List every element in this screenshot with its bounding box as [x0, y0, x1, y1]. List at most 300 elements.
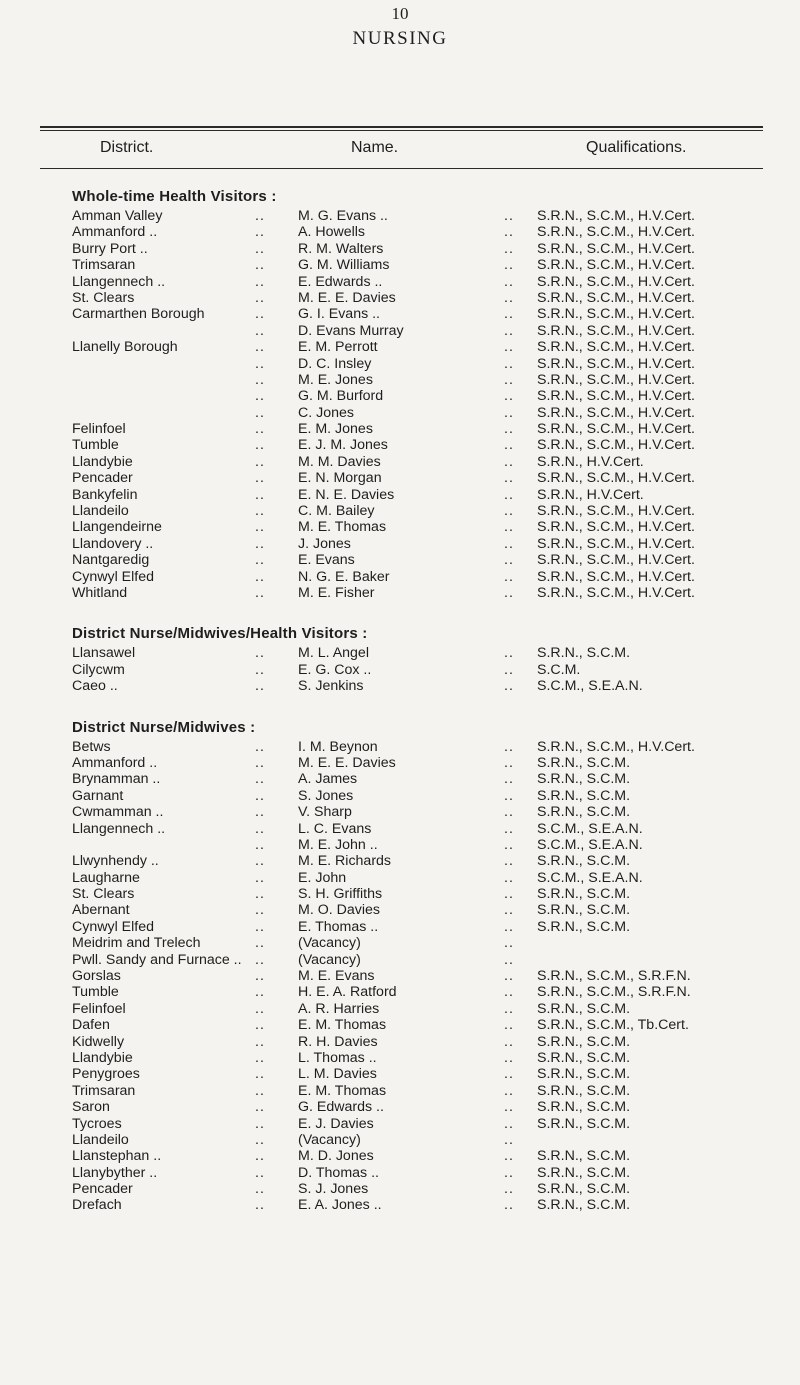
- dot-leader: ..: [255, 240, 265, 257]
- dot-leader: ..: [255, 853, 265, 870]
- table-row: [0, 569, 800, 585]
- qualifications-cell: S.R.N., S.C.M.: [537, 804, 631, 821]
- qualifications-cell: S.R.N., S.C.M., H.V.Cert.: [537, 240, 695, 257]
- qualifications-cell: S.R.N., S.C.M.: [537, 853, 631, 870]
- dot-leader: ..: [504, 519, 514, 536]
- qualifications-cell: S.R.N., S.C.M., H.V.Cert.: [537, 568, 695, 585]
- dot-leader: ..: [255, 339, 265, 356]
- district-cell: Tumble: [72, 437, 119, 454]
- qualifications-cell: S.R.N., S.C.M., H.V.Cert.: [537, 535, 695, 552]
- table-row: [0, 804, 800, 820]
- dot-leader: ..: [504, 257, 514, 274]
- column-header-district: District.: [100, 139, 154, 156]
- dot-leader: ..: [504, 1017, 514, 1034]
- name-cell: E. M. Thomas: [298, 1017, 387, 1034]
- table-row: [0, 405, 800, 421]
- table-row: [0, 662, 800, 678]
- table-row: [0, 224, 800, 240]
- table-row: [0, 755, 800, 771]
- name-cell: V. Sharp: [298, 804, 352, 821]
- dot-leader: ..: [255, 804, 265, 821]
- name-cell: A. R. Harries: [298, 1000, 380, 1017]
- table-row: [0, 886, 800, 902]
- district-cell: Llanybyther ..: [72, 1164, 158, 1181]
- name-cell: C. Jones: [298, 404, 354, 421]
- district-cell: Tumble: [72, 984, 119, 1001]
- district-cell: Llanstephan ..: [72, 1148, 162, 1165]
- table-row: [0, 821, 800, 837]
- district-cell: Pencader: [72, 470, 133, 487]
- name-cell: M. G. Evans ..: [298, 208, 388, 224]
- dot-leader: ..: [504, 503, 514, 520]
- dot-leader: ..: [255, 453, 265, 470]
- table-row: [0, 503, 800, 519]
- dot-leader: ..: [255, 1017, 265, 1034]
- page-number: 10: [391, 4, 409, 23]
- dot-leader: ..: [255, 289, 265, 306]
- table-row: [0, 1181, 800, 1197]
- qualifications-cell: S.R.N., S.C.M., H.V.Cert.: [537, 552, 695, 569]
- district-cell: Llangennech ..: [72, 273, 166, 290]
- dot-leader: ..: [504, 771, 514, 788]
- dot-leader: ..: [255, 1082, 265, 1099]
- name-cell: E. M. Thomas: [298, 1082, 387, 1099]
- qualifications-cell: S.C.M., S.E.A.N.: [537, 820, 643, 837]
- dot-leader: ..: [504, 820, 514, 837]
- dot-leader: ..: [255, 1115, 265, 1132]
- name-cell: E. G. Cox ..: [298, 661, 372, 678]
- table-row: [0, 1165, 800, 1181]
- table-row: [0, 1083, 800, 1099]
- qualifications-cell: S.R.N., S.C.M.: [537, 902, 631, 919]
- dot-leader: ..: [504, 836, 514, 853]
- name-cell: A. James: [298, 771, 358, 788]
- table-row: [0, 339, 800, 355]
- table-row: [0, 323, 800, 339]
- dot-leader: ..: [504, 1131, 514, 1148]
- dot-leader: ..: [504, 339, 514, 356]
- district-cell: Pwll. Sandy and Furnace ..: [72, 951, 242, 968]
- district-cell: Trimsaran: [72, 257, 136, 274]
- dot-leader: ..: [255, 503, 265, 520]
- table-row: [0, 290, 800, 306]
- dot-leader: ..: [504, 935, 514, 952]
- district-cell: St. Clears: [72, 289, 135, 306]
- qualifications-cell: S.R.N., S.C.M., H.V.Cert.: [537, 371, 695, 388]
- qualifications-cell: S.R.N., S.C.M., H.V.Cert.: [537, 470, 695, 487]
- table-row: [0, 1197, 800, 1213]
- qualifications-cell: S.C.M.: [537, 661, 581, 678]
- district-cell: Garnant: [72, 787, 124, 804]
- table-row: [0, 788, 800, 804]
- district-cell: Caeo ..: [72, 678, 118, 695]
- dot-leader: ..: [255, 421, 265, 438]
- dot-leader: ..: [504, 645, 514, 662]
- dot-leader: ..: [504, 902, 514, 919]
- dot-leader: ..: [255, 968, 265, 985]
- district-cell: Amman Valley: [72, 208, 163, 224]
- district-cell: Bankyfelin: [72, 486, 138, 503]
- table-row: [0, 519, 800, 535]
- district-cell: Saron: [72, 1099, 110, 1116]
- column-headers: [0, 139, 800, 161]
- dot-leader: ..: [504, 535, 514, 552]
- district-cell: Llangennech ..: [72, 820, 166, 837]
- name-cell: D. Thomas ..: [298, 1164, 379, 1181]
- name-cell: A. Howells: [298, 224, 366, 241]
- dot-leader: ..: [504, 584, 514, 601]
- name-cell: E. John: [298, 869, 347, 886]
- dot-leader: ..: [504, 1148, 514, 1165]
- dot-leader: ..: [255, 1066, 265, 1083]
- dot-leader: ..: [255, 1148, 265, 1165]
- name-cell: M. L. Angel: [298, 645, 369, 662]
- dot-leader: ..: [504, 470, 514, 487]
- district-cell: Llandybie: [72, 453, 133, 470]
- qualifications-cell: S.R.N., S.C.M., S.R.F.N.: [537, 984, 691, 1001]
- district-cell: Ammanford ..: [72, 754, 158, 771]
- qualifications-cell: S.R.N., S.C.M., S.R.F.N.: [537, 968, 691, 985]
- dot-leader: ..: [504, 661, 514, 678]
- dot-leader: ..: [255, 869, 265, 886]
- district-cell: Nantgaredig: [72, 552, 150, 569]
- name-cell: R. H. Davies: [298, 1033, 378, 1050]
- district-cell: Whitland: [72, 584, 128, 601]
- district-cell: Llandovery ..: [72, 535, 154, 552]
- table-row: [0, 241, 800, 257]
- table-row: [0, 870, 800, 886]
- qualifications-cell: S.R.N., H.V.Cert.: [537, 486, 644, 503]
- dot-leader: ..: [504, 738, 514, 755]
- name-cell: (Vacancy): [298, 1131, 361, 1148]
- qualifications-cell: S.R.N., S.C.M., H.V.Cert.: [537, 257, 695, 274]
- name-cell: E. J. Davies: [298, 1115, 374, 1132]
- table-row: [0, 935, 800, 951]
- dot-leader: ..: [255, 984, 265, 1001]
- qualifications-cell: S.R.N., S.C.M.: [537, 886, 631, 903]
- name-cell: M. E. Fisher: [298, 584, 375, 601]
- table-row: [0, 536, 800, 552]
- name-cell: E. Edwards ..: [298, 273, 383, 290]
- dot-leader: ..: [255, 1049, 265, 1066]
- qualifications-cell: S.R.N., S.C.M., Tb.Cert.: [537, 1017, 689, 1034]
- table-row: [0, 902, 800, 918]
- table-row: [0, 1116, 800, 1132]
- dot-leader: ..: [255, 404, 265, 421]
- dot-leader: ..: [504, 1000, 514, 1017]
- dot-leader: ..: [255, 820, 265, 837]
- dot-leader: ..: [504, 552, 514, 569]
- district-cell: Felinfoel: [72, 1000, 126, 1017]
- district-cell: Dafen: [72, 1017, 110, 1034]
- table-row: [0, 372, 800, 388]
- district-cell: St. Clears: [72, 886, 135, 903]
- name-cell: E. A. Jones ..: [298, 1197, 382, 1214]
- qualifications-cell: S.R.N., S.C.M.: [537, 1099, 631, 1116]
- dot-leader: ..: [504, 1033, 514, 1050]
- table-row: [0, 388, 800, 404]
- dot-leader: ..: [504, 1049, 514, 1066]
- dot-leader: ..: [255, 1164, 265, 1181]
- district-cell: Cilycwm: [72, 661, 125, 678]
- qualifications-cell: S.R.N., S.C.M., H.V.Cert.: [537, 519, 695, 536]
- dot-leader: ..: [255, 661, 265, 678]
- qualifications-cell: S.R.N., S.C.M.: [537, 771, 631, 788]
- dot-leader: ..: [255, 273, 265, 290]
- dot-leader: ..: [504, 437, 514, 454]
- dot-leader: ..: [504, 804, 514, 821]
- table-row: [0, 968, 800, 984]
- dot-leader: ..: [255, 584, 265, 601]
- district-cell: Kidwelly: [72, 1033, 125, 1050]
- table-row: [0, 1050, 800, 1066]
- header-rule: [40, 168, 763, 169]
- dot-leader: ..: [255, 535, 265, 552]
- section-gap: [0, 695, 800, 717]
- table-row: [0, 274, 800, 290]
- district-cell: Llandybie: [72, 1049, 133, 1066]
- dot-leader: ..: [504, 273, 514, 290]
- qualifications-cell: S.R.N., S.C.M., H.V.Cert.: [537, 584, 695, 601]
- qualifications-cell: S.R.N., S.C.M.: [537, 1148, 631, 1165]
- dot-leader: ..: [255, 678, 265, 695]
- qualifications-cell: S.R.N., S.C.M., H.V.Cert.: [537, 339, 695, 356]
- qualifications-cell: S.R.N., S.C.M., H.V.Cert.: [537, 224, 695, 241]
- table-row: [0, 356, 800, 372]
- qualifications-cell: S.R.N., S.C.M.: [537, 645, 631, 662]
- district-cell: Brynamman ..: [72, 771, 161, 788]
- dot-leader: ..: [255, 1033, 265, 1050]
- dot-leader: ..: [255, 519, 265, 536]
- dot-leader: ..: [255, 1000, 265, 1017]
- district-cell: Pencader: [72, 1181, 133, 1198]
- dot-leader: ..: [504, 371, 514, 388]
- qualifications-cell: S.R.N., S.C.M.: [537, 1115, 631, 1132]
- table-row: [0, 585, 800, 601]
- district-cell: Llandeilo: [72, 503, 129, 520]
- dot-leader: ..: [255, 306, 265, 323]
- qualifications-cell: S.C.M., S.E.A.N.: [537, 869, 643, 886]
- table-row: [0, 984, 800, 1000]
- dot-leader: ..: [255, 371, 265, 388]
- column-header-qualifications: Qualifications.: [586, 139, 687, 156]
- district-cell: Llanelly Borough: [72, 339, 178, 356]
- name-cell: S. Jones: [298, 787, 354, 804]
- column-header-name: Name.: [351, 139, 399, 156]
- dot-leader: ..: [504, 984, 514, 1001]
- name-cell: H. E. A. Ratford: [298, 984, 397, 1001]
- dot-leader: ..: [504, 240, 514, 257]
- table-row: [0, 470, 800, 486]
- dot-leader: ..: [504, 322, 514, 339]
- table-row: [0, 919, 800, 935]
- name-cell: D. Evans Murray: [298, 322, 404, 339]
- dot-leader: ..: [255, 437, 265, 454]
- table-row: [0, 1132, 800, 1148]
- table-row: [0, 952, 800, 968]
- qualifications-cell: S.R.N., S.C.M., H.V.Cert.: [537, 322, 695, 339]
- table-row: [0, 257, 800, 273]
- qualifications-cell: S.R.N., S.C.M.: [537, 754, 631, 771]
- dot-leader: ..: [504, 869, 514, 886]
- dot-leader: ..: [504, 968, 514, 985]
- dot-leader: ..: [504, 1115, 514, 1132]
- name-cell: M. E. Thomas: [298, 519, 387, 536]
- dot-leader: ..: [504, 1082, 514, 1099]
- district-cell: Cwmamman ..: [72, 804, 164, 821]
- district-cell: Carmarthen Borough: [72, 306, 205, 323]
- dot-leader: ..: [255, 470, 265, 487]
- dot-leader: ..: [255, 836, 265, 853]
- section-heading: Whole-time Health Visitors :: [72, 188, 277, 205]
- name-cell: E. Evans: [298, 552, 355, 569]
- district-cell: Burry Port ..: [72, 240, 148, 257]
- qualifications-cell: S.R.N., S.C.M., H.V.Cert.: [537, 355, 695, 372]
- qualifications-cell: S.R.N., S.C.M., H.V.Cert.: [537, 208, 695, 224]
- name-cell: L. M. Davies: [298, 1066, 377, 1083]
- dot-leader: ..: [255, 951, 265, 968]
- qualifications-cell: S.R.N., S.C.M., H.V.Cert.: [537, 306, 695, 323]
- qualifications-cell: S.R.N., S.C.M., H.V.Cert.: [537, 437, 695, 454]
- name-cell: G. M. Burford: [298, 388, 384, 405]
- table-row: [0, 1099, 800, 1115]
- qualifications-cell: S.R.N., S.C.M.: [537, 787, 631, 804]
- section-gap: [0, 601, 800, 623]
- dot-leader: ..: [504, 853, 514, 870]
- nursing-table: [0, 186, 800, 1214]
- name-cell: S. Jenkins: [298, 678, 364, 695]
- name-cell: D. C. Insley: [298, 355, 372, 372]
- name-cell: M. O. Davies: [298, 902, 380, 919]
- qualifications-cell: S.R.N., H.V.Cert.: [537, 453, 644, 470]
- dot-leader: ..: [504, 1066, 514, 1083]
- dot-leader: ..: [255, 388, 265, 405]
- name-cell: G. Edwards ..: [298, 1099, 384, 1116]
- dot-leader: ..: [255, 224, 265, 241]
- dot-leader: ..: [504, 388, 514, 405]
- table-row: [0, 437, 800, 453]
- dot-leader: ..: [255, 754, 265, 771]
- name-cell: (Vacancy): [298, 935, 361, 952]
- name-cell: M. M. Davies: [298, 453, 381, 470]
- dot-leader: ..: [504, 918, 514, 935]
- name-cell: G. M. Williams: [298, 257, 390, 274]
- name-cell: M. E. E. Davies: [298, 289, 396, 306]
- dot-leader: ..: [255, 935, 265, 952]
- table-row: [0, 306, 800, 322]
- district-cell: Tycroes: [72, 1115, 122, 1132]
- dot-leader: ..: [504, 678, 514, 695]
- district-cell: Ammanford ..: [72, 224, 158, 241]
- dot-leader: ..: [504, 289, 514, 306]
- dot-leader: ..: [255, 738, 265, 755]
- name-cell: L. Thomas ..: [298, 1049, 377, 1066]
- qualifications-cell: S.R.N., S.C.M., H.V.Cert.: [537, 404, 695, 421]
- name-cell: E. M. Perrott: [298, 339, 378, 356]
- qualifications-cell: S.R.N., S.C.M.: [537, 1197, 631, 1214]
- name-cell: E. N. Morgan: [298, 470, 382, 487]
- dot-leader: ..: [255, 918, 265, 935]
- district-cell: Cynwyl Elfed: [72, 918, 155, 935]
- district-cell: Llansawel: [72, 645, 136, 662]
- qualifications-cell: S.R.N., S.C.M.: [537, 918, 631, 935]
- name-cell: J. Jones: [298, 535, 351, 552]
- dot-leader: ..: [504, 568, 514, 585]
- dot-leader: ..: [255, 568, 265, 585]
- dot-leader: ..: [504, 754, 514, 771]
- dot-leader: ..: [504, 951, 514, 968]
- table-row: [0, 1017, 800, 1033]
- dot-leader: ..: [504, 1197, 514, 1214]
- dot-leader: ..: [504, 1099, 514, 1116]
- dot-leader: ..: [504, 1181, 514, 1198]
- table-row: [0, 678, 800, 694]
- table-row: [0, 1148, 800, 1164]
- name-cell: (Vacancy): [298, 951, 361, 968]
- district-cell: Gorslas: [72, 968, 121, 985]
- dot-leader: ..: [255, 355, 265, 372]
- name-cell: I. M. Beynon: [298, 738, 378, 755]
- table-row: [0, 645, 800, 661]
- name-cell: G. I. Evans ..: [298, 306, 381, 323]
- qualifications-cell: S.R.N., S.C.M.: [537, 1000, 631, 1017]
- district-cell: Meidrim and Trelech: [72, 935, 201, 952]
- dot-leader: ..: [255, 208, 265, 224]
- dot-leader: ..: [504, 306, 514, 323]
- table-row: [0, 1034, 800, 1050]
- dot-leader: ..: [255, 902, 265, 919]
- district-cell: Llwynhendy ..: [72, 853, 159, 870]
- name-cell: L. C. Evans: [298, 820, 372, 837]
- district-cell: Penygroes: [72, 1066, 140, 1083]
- qualifications-cell: S.R.N., S.C.M., H.V.Cert.: [537, 738, 695, 755]
- qualifications-cell: S.R.N., S.C.M.: [537, 1082, 631, 1099]
- name-cell: R. M. Walters: [298, 240, 384, 257]
- qualifications-cell: S.R.N., S.C.M., H.V.Cert.: [537, 289, 695, 306]
- dot-leader: ..: [255, 1099, 265, 1116]
- name-cell: E. N. E. Davies: [298, 486, 395, 503]
- top-rule: [40, 126, 763, 128]
- dot-leader: ..: [255, 645, 265, 662]
- qualifications-cell: S.R.N., S.C.M.: [537, 1164, 631, 1181]
- page-title: NURSING: [352, 28, 448, 49]
- dot-leader: ..: [504, 224, 514, 241]
- name-cell: M. E. E. Davies: [298, 754, 396, 771]
- name-cell: M. E. Jones: [298, 371, 373, 388]
- name-cell: C. M. Bailey: [298, 503, 375, 520]
- table-row: [0, 487, 800, 503]
- district-cell: Trimsaran: [72, 1082, 136, 1099]
- table-row: [0, 1066, 800, 1082]
- district-cell: Llandeilo: [72, 1131, 129, 1148]
- dot-leader: ..: [504, 1164, 514, 1181]
- name-cell: N. G. E. Baker: [298, 568, 390, 585]
- table-row: [0, 771, 800, 787]
- dot-leader: ..: [255, 486, 265, 503]
- qualifications-cell: S.C.M., S.E.A.N.: [537, 678, 643, 695]
- dot-leader: ..: [504, 453, 514, 470]
- dot-leader: ..: [255, 1131, 265, 1148]
- district-cell: Felinfoel: [72, 421, 126, 438]
- table-row: [0, 1001, 800, 1017]
- qualifications-cell: S.R.N., S.C.M., H.V.Cert.: [537, 421, 695, 438]
- name-cell: M. D. Jones: [298, 1148, 374, 1165]
- dot-leader: ..: [504, 787, 514, 804]
- section-heading: District Nurse/Midwives :: [72, 718, 256, 736]
- qualifications-cell: S.R.N., S.C.M., H.V.Cert.: [537, 388, 695, 405]
- dot-leader: ..: [504, 486, 514, 503]
- name-cell: S. J. Jones: [298, 1181, 369, 1198]
